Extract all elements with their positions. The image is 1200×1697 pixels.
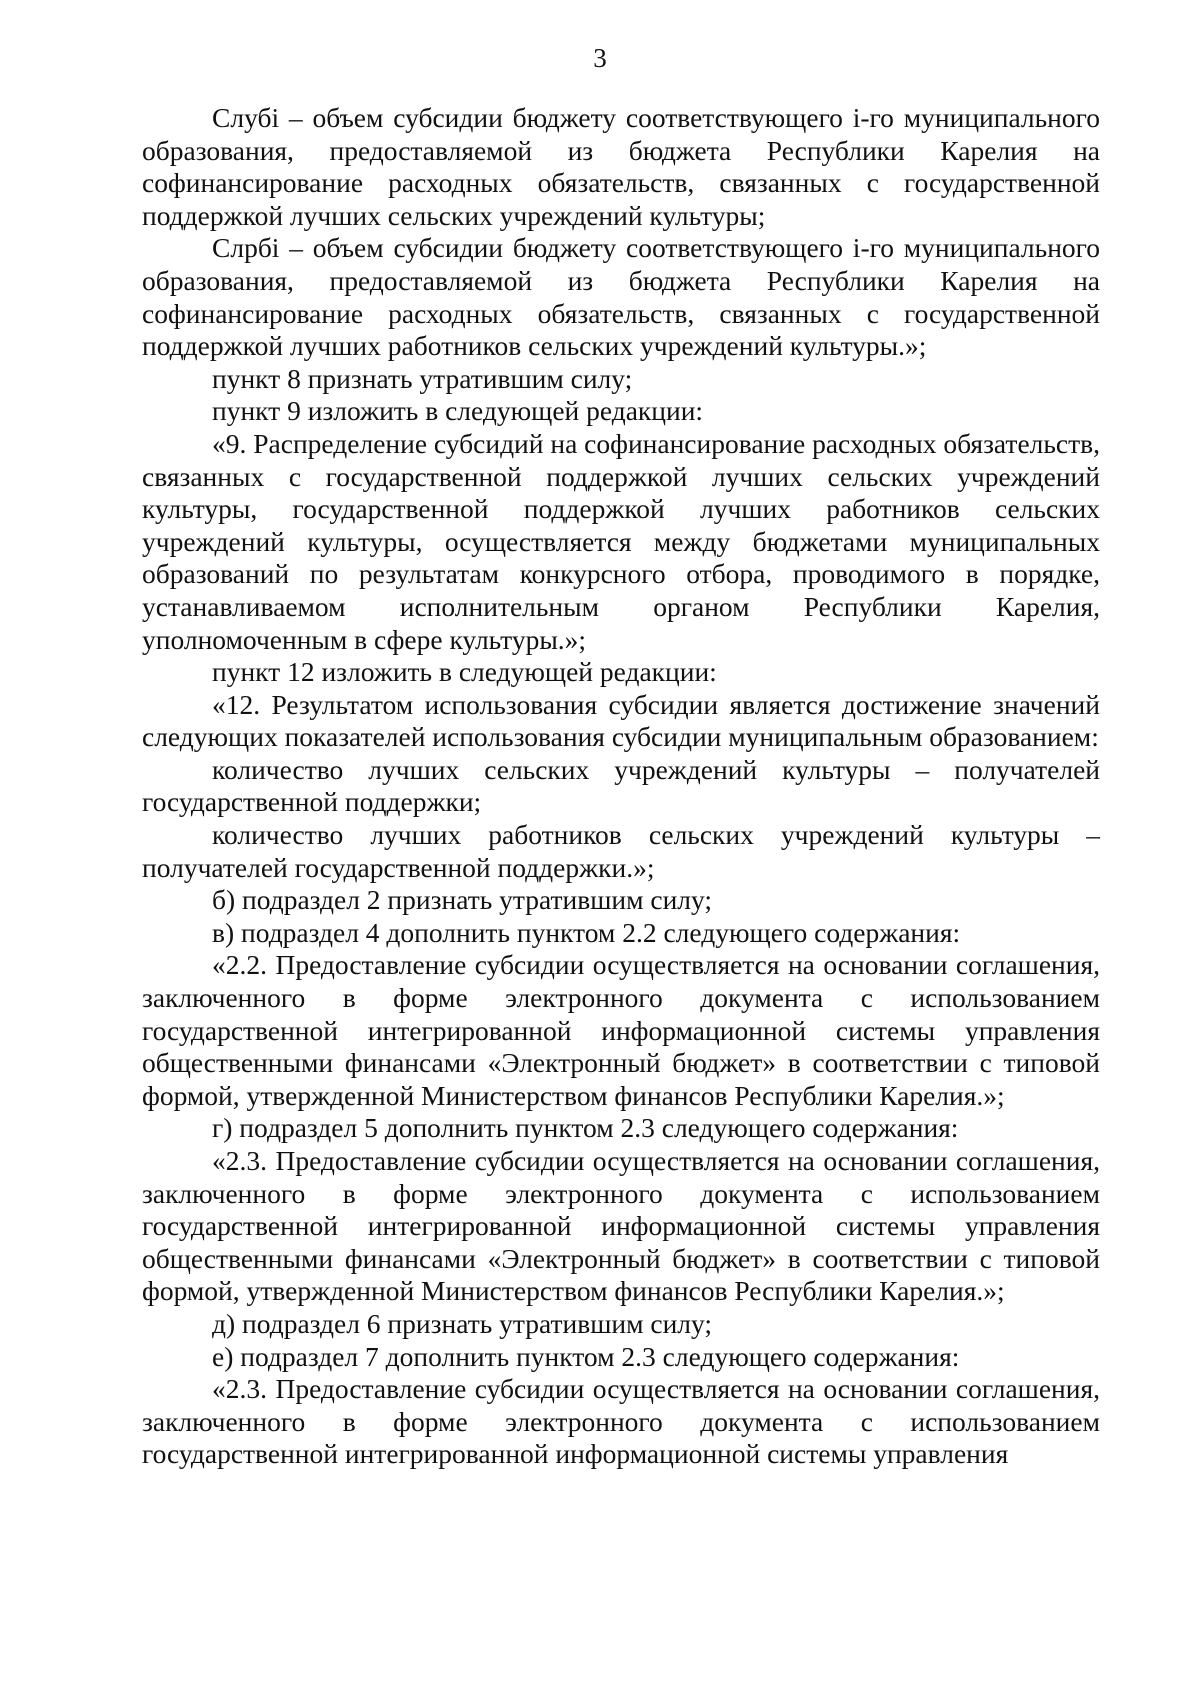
paragraph-item-8: пункт 8 признать утратившим силу;	[212, 362, 633, 394]
paragraph-subsection-4: в) подраздел 4 дополнить пунктом 2.2 следующего содержания:	[212, 916, 961, 948]
paragraph-subsection-6: д) подраздел 6 признать утратившим силу;	[212, 1307, 713, 1339]
paragraph-item-9-text: «9. Распределение субсидий на софинансирование расходных обязательств, связанных с государственной поддержкой лучших сельских учреждений культуры, государственной поддержкой лучших работников сельских учреждений культуры, осуществляется между бюджетами муниципальных образований по результатам конкурсного отбора, проводимого в порядке, устанавливаемом исполнительным органом Республики Карелия, уполномоченным в сфере культуры.»;	[142, 427, 1100, 655]
paragraph-item-2-3-text-a: «2.3. Предоставление субсидии осуществляется на основании соглашения, заключенного в форме электронного документа с использованием государственной интегрированной информационной системы управления общественными финансами «Электронный бюджет» в соответствии с типовой формой, утвержденной Министерством финансов Республики Карелия.»;	[142, 1145, 1100, 1307]
paragraph-slrb-definition: Слрбi – объем субсидии бюджету соответствующего i-го муниципального образования, предоставляемой из бюджета Республики Карелия на софинансирование расходных обязательств, связанных с государственной поддержкой лучших работников сельских учреждений культуры.»;	[142, 232, 1100, 362]
document-body	[142, 102, 1100, 1471]
paragraph-item-2-3-text-b: «2.3. Предоставление субсидии осуществляется на основании соглашения, заключенного в форме электронного документа с использованием государственной интегрированной информационной системы управления	[142, 1373, 1100, 1470]
paragraph-slub-definition: Слубi – объем субсидии бюджету соответствующего i-го муниципального образования, предоставляемой из бюджета Республики Карелия на софинансирование расходных обязательств, связанных с государственной поддержкой лучших сельских учреждений культуры;	[142, 102, 1100, 231]
paragraph-subsection-7: е) подраздел 7 дополнить пунктом 2.3 следующего содержания:	[212, 1340, 960, 1372]
paragraph-item-12-intro: пункт 12 изложить в следующей редакции:	[212, 656, 717, 688]
paragraph-item-9-intro: пункт 9 изложить в следующей редакции:	[212, 395, 704, 427]
paragraph-indicator-institutions: количество лучших сельских учреждений культуры – получателей государственной поддержки;	[142, 753, 1100, 818]
paragraph-subsection-2: б) подраздел 2 признать утратившим силу;	[212, 884, 713, 916]
paragraph-indicator-workers: количество лучших работников сельских учреждений культуры – получателей государственной поддержки.»;	[142, 819, 1100, 883]
paragraph-item-2-2-text: «2.2. Предоставление субсидии осуществляется на основании соглашения, заключенного в форме электронного документа с использованием государственной интегрированной информационной системы управления общественными финансами «Электронный бюджет» в соответствии с типовой формой, утвержденной Министерством финансов Республики Карелия.»;	[142, 949, 1100, 1111]
paragraph-subsection-5: г) подраздел 5 дополнить пунктом 2.3 следующего содержания:	[212, 1112, 959, 1144]
paragraph-item-12-text: «12. Результатом использования субсидии является достижение значений следующих показателей использования субсидии муниципальным образованием:	[142, 688, 1100, 753]
page-number: 3	[593, 43, 607, 73]
